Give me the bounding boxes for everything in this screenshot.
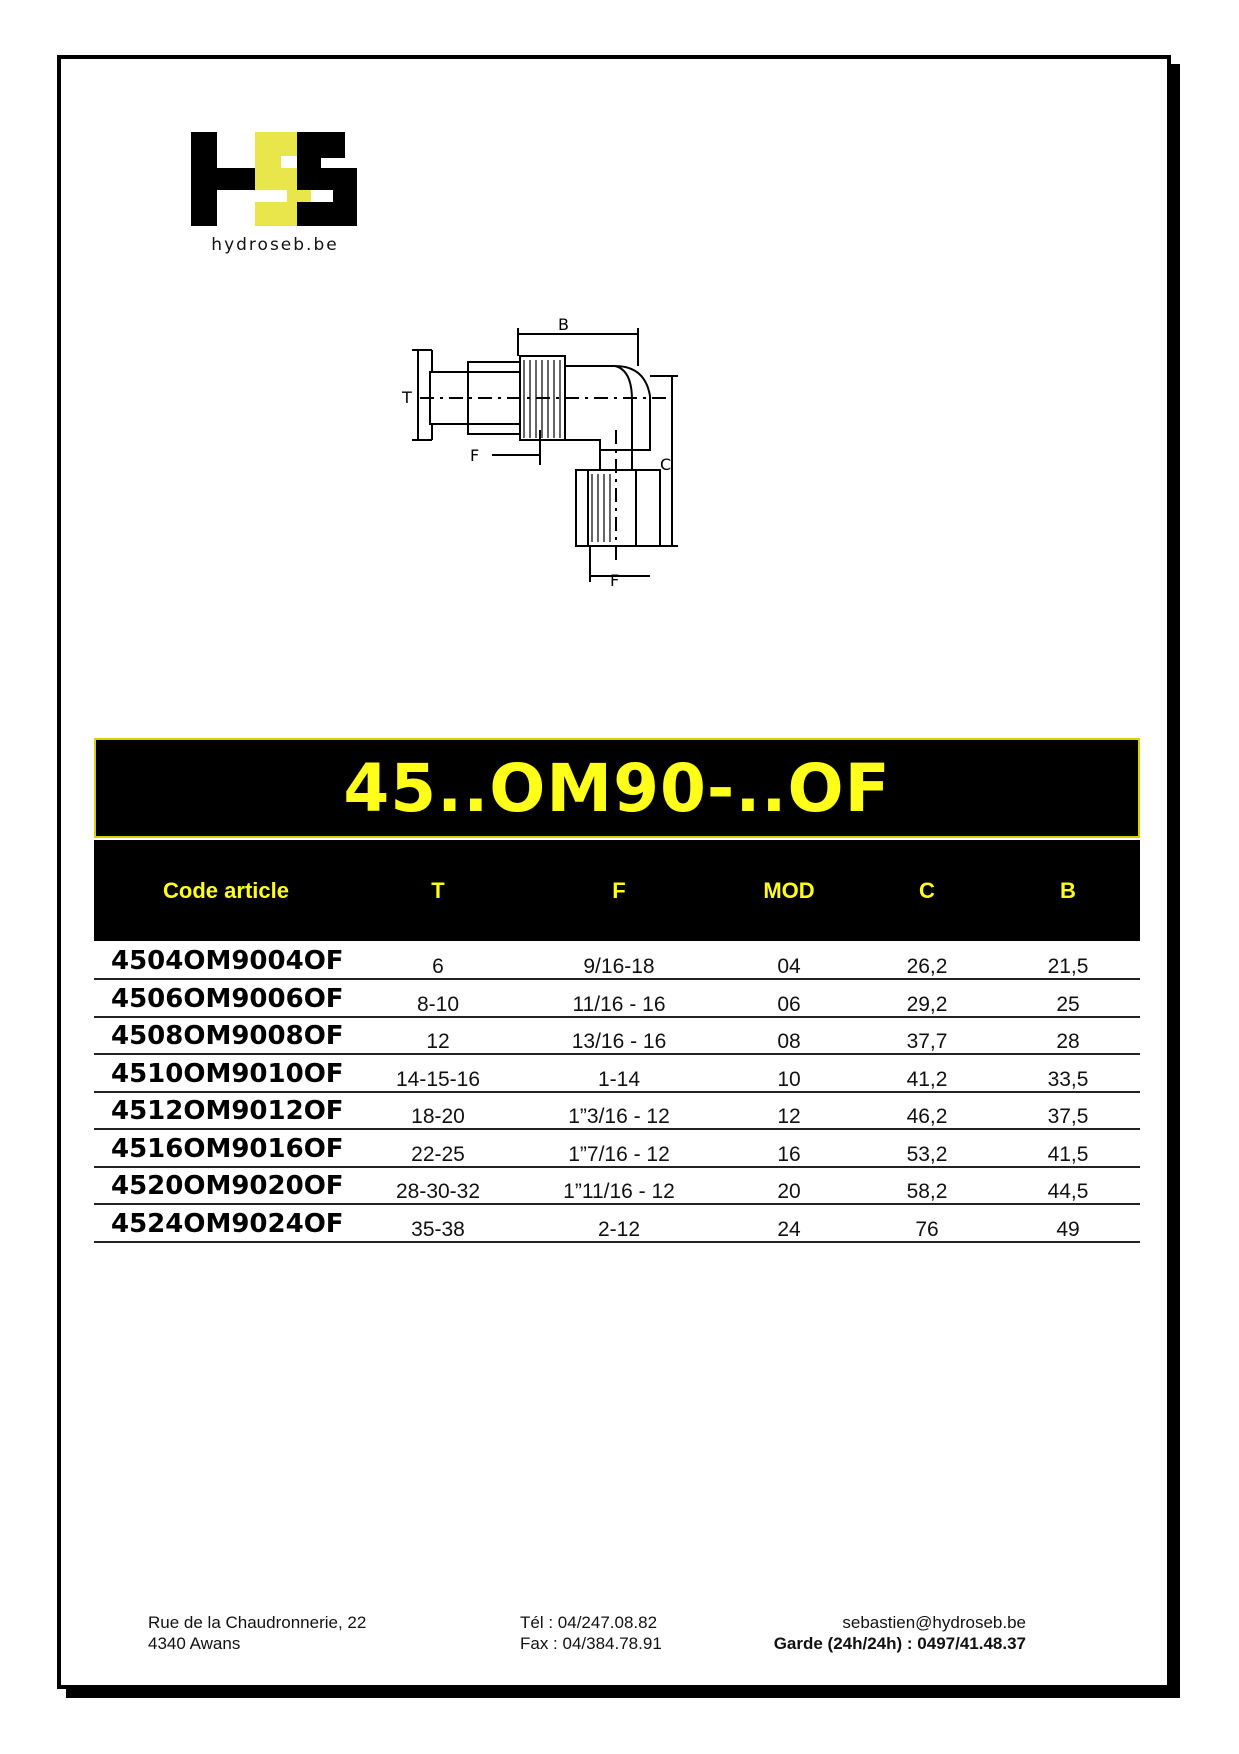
cell-c: 46,2: [906, 1105, 948, 1128]
cell-mod: 24: [777, 1217, 801, 1241]
cell-b: 21,5: [1047, 955, 1089, 978]
label-t: T: [402, 388, 412, 407]
cell-c: 58,2: [906, 1180, 948, 1203]
cell-b: 25: [1056, 992, 1080, 1016]
product-title-bar: [94, 738, 1140, 838]
label-b: B: [558, 315, 569, 334]
cell-mod: 10: [777, 1067, 801, 1091]
cell-b: 44,5: [1047, 1180, 1089, 1203]
header-b: B: [1060, 878, 1076, 903]
cell-f: 13/16 - 16: [571, 1030, 667, 1053]
cell-t: 14-15-16: [395, 1067, 481, 1091]
cell-b: 41,5: [1047, 1142, 1089, 1166]
fax: Fax : 04/384.78.91: [520, 1634, 662, 1653]
cell-f: 1”3/16 - 12: [568, 1105, 670, 1128]
cell-t: 12: [426, 1030, 450, 1053]
cell-f: 1”11/16 - 12: [563, 1180, 675, 1203]
cell-b: 33,5: [1047, 1067, 1089, 1091]
cell-t: 8-10: [416, 992, 460, 1016]
cell-mod: 12: [777, 1105, 801, 1128]
address-line-2: 4340 Awans: [148, 1634, 241, 1653]
label-f-bottom: F: [610, 571, 620, 590]
fitting-drawing: [402, 310, 770, 660]
cell-f: 11/16 - 16: [572, 992, 666, 1016]
garde-phone: Garde (24h/24h) : 0497/41.48.37: [773, 1634, 1026, 1653]
cell-c: 26,2: [906, 955, 948, 978]
table-row: [94, 944, 1140, 980]
cell-code: 4520OM9020OF: [111, 1171, 344, 1201]
footer-phone: [520, 1612, 662, 1654]
cell-mod: 08: [777, 1030, 801, 1053]
cell-t: 6: [432, 955, 444, 978]
cell-t: 35-38: [411, 1217, 465, 1241]
hs-logo-icon: [185, 128, 365, 233]
table-row: [94, 1019, 1140, 1055]
cell-code: 4524OM9024OF: [111, 1208, 344, 1239]
cell-t: 22-25: [411, 1142, 465, 1166]
cell-f: 9/16-18: [583, 955, 655, 978]
table-row: [94, 982, 1140, 1018]
tel: Tél : 04/247.08.82: [520, 1613, 658, 1632]
cell-c: 41,2: [906, 1067, 948, 1091]
cell-b: 37,5: [1047, 1105, 1089, 1128]
hydroseb-logo: [185, 128, 365, 258]
product-table: [94, 944, 1140, 1244]
elbow-fitting-diagram: [402, 310, 770, 660]
table-row: [94, 1207, 1140, 1243]
cell-code: 4504OM9004OF: [111, 946, 344, 976]
cell-c: 53,2: [906, 1142, 948, 1166]
table-header: [94, 840, 1140, 941]
cell-mod: 20: [777, 1180, 801, 1203]
cell-b: 49: [1056, 1217, 1080, 1241]
table-row: [94, 1057, 1140, 1093]
logo-text: hydroseb.be: [211, 235, 339, 255]
header-code: Code article: [163, 878, 289, 903]
table-row: [94, 1169, 1140, 1205]
address-line-1: Rue de la Chaudronnerie, 22: [148, 1613, 367, 1632]
cell-mod: 16: [777, 1142, 801, 1166]
cell-f: 1”7/16 - 12: [568, 1142, 670, 1166]
cell-mod: 04: [777, 955, 801, 978]
label-f-top: F: [470, 446, 480, 465]
table-row: [94, 1132, 1140, 1168]
cell-code: 4512OM9012OF: [111, 1096, 344, 1126]
cell-code: 4510OM9010OF: [111, 1058, 344, 1089]
label-c: C: [660, 455, 672, 474]
product-title: 45..OM90-..OF: [343, 750, 891, 827]
footer-contact: [758, 1612, 1026, 1654]
cell-code: 4508OM9008OF: [111, 1021, 344, 1051]
cell-mod: 06: [777, 992, 801, 1016]
cell-c: 76: [915, 1217, 939, 1241]
header-mod: MOD: [763, 878, 815, 903]
cell-c: 29,2: [906, 992, 948, 1016]
email: sebastien@hydroseb.be: [842, 1613, 1026, 1632]
cell-code: 4516OM9016OF: [111, 1133, 344, 1164]
table-row: [94, 1094, 1140, 1130]
cell-b: 28: [1056, 1030, 1080, 1053]
footer-address: [148, 1612, 366, 1654]
cell-t: 28-30-32: [395, 1180, 481, 1203]
header-t: T: [431, 878, 445, 903]
cell-t: 18-20: [411, 1105, 465, 1128]
cell-c: 37,7: [906, 1030, 948, 1053]
cell-f: 2-12: [597, 1217, 641, 1241]
cell-f: 1-14: [597, 1067, 641, 1091]
cell-code: 4506OM9006OF: [111, 983, 344, 1014]
header-f: F: [612, 878, 626, 903]
header-c: C: [919, 878, 935, 903]
